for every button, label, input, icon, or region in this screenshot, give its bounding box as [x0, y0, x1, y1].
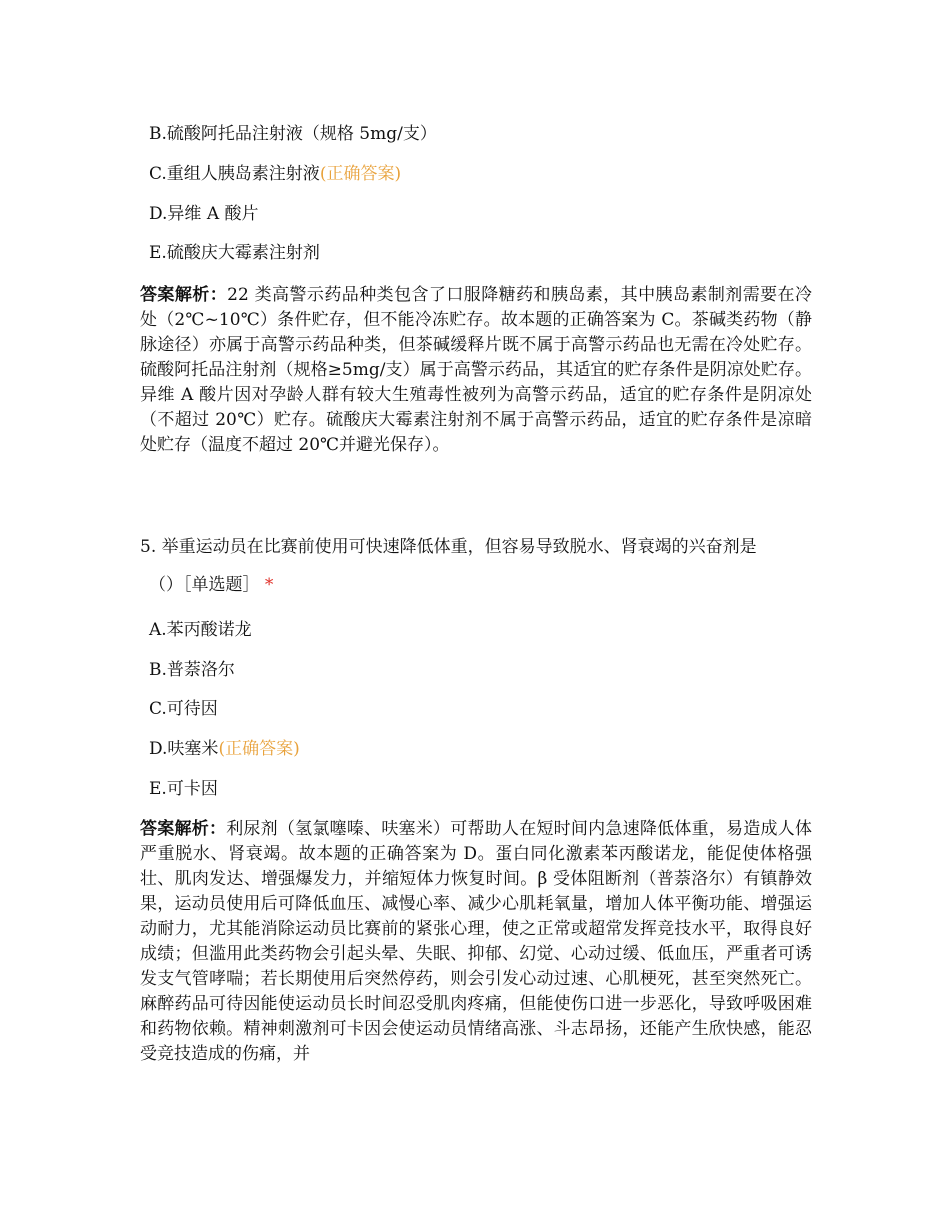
q4-option-b [149, 124, 437, 144]
correct-answer-mark: (正确答案) [218, 739, 300, 759]
q5-option-e [149, 779, 218, 799]
required-mark: * [264, 575, 274, 595]
option-text: E.可卡因 [149, 779, 218, 799]
correct-answer-mark: (正确答案) [319, 164, 402, 184]
option-text: B.硫酸阿托品注射液（规格 5mg/支） [149, 124, 437, 144]
q5-question-type [149, 575, 273, 595]
option-text: E.硫酸庆大霉素注射剂 [149, 243, 320, 263]
q5-analysis [140, 817, 812, 1067]
q5-option-b [149, 660, 235, 680]
q5-option-d [149, 739, 300, 759]
analysis-label: 答案解析： [140, 285, 228, 305]
option-text: D.异维 A 酸片 [149, 204, 259, 224]
q4-option-c [149, 164, 401, 184]
option-text: A.苯丙酸诺龙 [149, 620, 252, 640]
q5-question-text [140, 537, 816, 557]
analysis-text: 利尿剂（氢氯噻嗪、呋塞米）可帮助人在短时间内急速降低体重，易造成人体严重脱水、肾衰竭。故本题的正确答案为 D。蛋白同化激素苯丙酸诺龙，能促使体格强壮、肌肉发达、增强爆发力，并缩短体力恢复时间。β 受体阻断剂（普萘洛尔）有镇静效果，运动员使用后可降低血压、减慢心率、减少心肌耗氧量，增加人体平衡功能、增强运动耐力，尤其能消除运动员比赛前的紧张心理，使之正常或超常发挥竞技水平，取得良好成绩；但滥用此类药物会引起头晕、失眠、抑郁、幻觉、心动过缓、低血压，严重者可诱发支气管哮喘；若长期使用后突然停药，则会引发心动过速、心肌梗死，甚至突然死亡。麻醉药品可待因能使运动员长时间忍受肌肉疼痛，但能使伤口进一步恶化，导致呼吸困难和药物依赖。精神刺激剂可卡因会使运动员情绪高涨、斗志昂扬，还能产生欣快感，能忍受竞技造成的伤痛，并 [140, 819, 813, 1064]
option-text: B.普萘洛尔 [149, 660, 235, 680]
q5-option-a [149, 620, 252, 640]
q4-option-e [149, 243, 320, 263]
q4-option-d [149, 204, 259, 224]
analysis-text: 22 类高警示药品种类包含了口服降糖药和胰岛素，其中胰岛素制剂需要在冷处（2℃~10℃）条件贮存，但不能冷冻贮存。故本题的正确答案为 C。茶碱类药物（静脉途径）亦属于高警示药品种类，但茶碱缓释片既不属于高警示药品也无需在冷处贮存。硫酸阿托品注射剂（规格≥5mg/支）属于高警示药品，其适宜的贮存条件是阴凉处贮存。异维 A 酸片因对孕龄人群有较大生殖毒性被列为高警示药品，适宜的贮存条件是阴凉处（不超过 20℃）贮存。硫酸庆大霉素注射剂不属于高警示药品，适宜的贮存条件是凉暗处贮存（温度不超过 20℃并避光保存）。 [140, 285, 812, 455]
question-type-label: （）［单选题］ [149, 575, 260, 595]
q5-option-c [149, 699, 218, 719]
q4-analysis [140, 283, 812, 458]
option-text: C.重组人胰岛素注射液 [149, 164, 320, 184]
analysis-label: 答案解析： [140, 819, 227, 839]
option-text: C.可待因 [149, 699, 218, 719]
question-line: 5. 举重运动员在比赛前使用可快速降低体重，但容易导致脱水、肾衰竭的兴奋剂是 [140, 537, 757, 557]
option-text: D.呋塞米 [149, 739, 219, 759]
